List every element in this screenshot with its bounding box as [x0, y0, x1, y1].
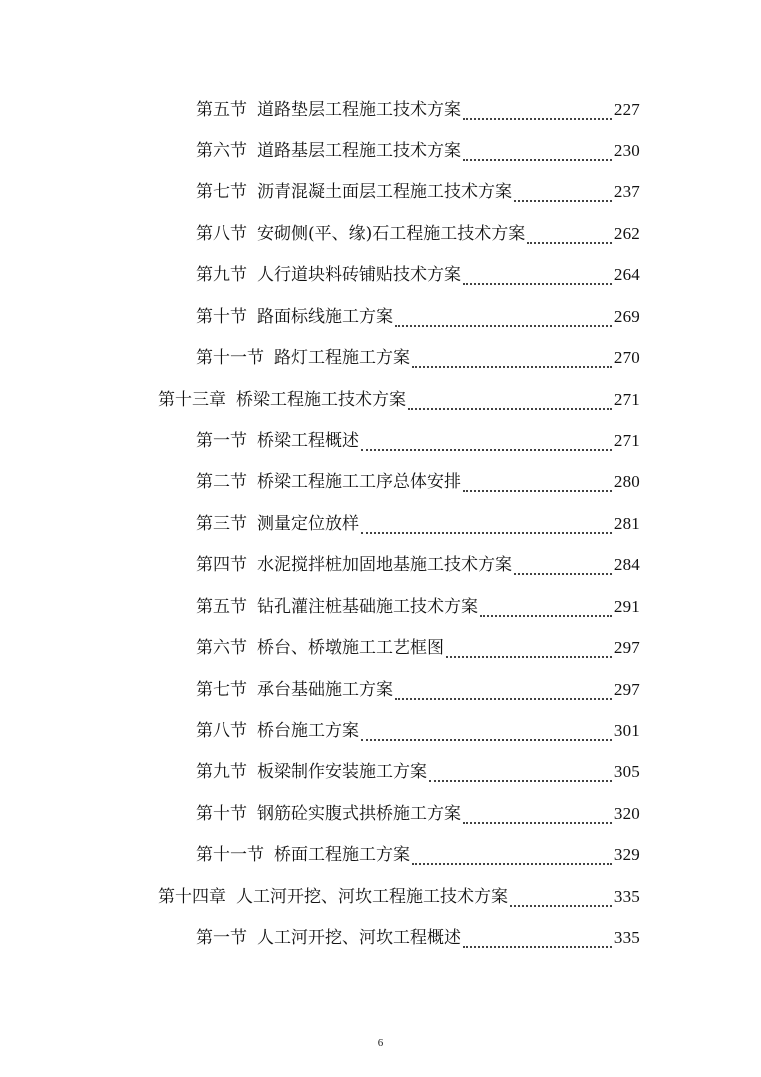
toc-title: 钻孔灌注桩基础施工技术方案	[257, 597, 478, 617]
toc-label	[158, 385, 406, 415]
toc-entry	[196, 219, 640, 249]
toc-title: 桥梁工程概述	[257, 431, 359, 451]
toc-chapter-number: 第十四章	[158, 887, 226, 907]
toc-entry	[196, 675, 640, 705]
toc-label	[196, 467, 461, 497]
dot-leader	[514, 199, 612, 202]
toc-page-number: 264	[613, 265, 640, 284]
toc-page-number: 270	[613, 348, 640, 367]
toc-label	[196, 95, 461, 125]
dot-leader	[463, 117, 612, 120]
toc-label	[196, 675, 393, 705]
toc-entry	[196, 757, 640, 787]
toc-section-number: 第十节	[196, 307, 247, 327]
dot-leader	[446, 655, 612, 658]
dot-leader	[361, 738, 612, 741]
toc-entry	[196, 633, 640, 663]
toc-section-number: 第九节	[196, 265, 247, 285]
dot-leader	[412, 862, 612, 865]
dot-leader	[408, 407, 612, 410]
dot-leader	[361, 531, 612, 534]
toc-page-number: 305	[613, 762, 640, 781]
toc-entry	[196, 592, 640, 622]
toc-page-number: 271	[613, 431, 640, 450]
toc-section-number: 第七节	[196, 680, 247, 700]
toc-chapter-entry	[158, 882, 640, 912]
toc-entry	[196, 95, 640, 125]
toc-section-number: 第八节	[196, 721, 247, 741]
toc-entry	[196, 136, 640, 166]
toc-page-number: 230	[613, 141, 640, 160]
dot-leader	[412, 365, 612, 368]
toc-entry	[196, 467, 640, 497]
toc-section-number: 第一节	[196, 928, 247, 948]
toc-label	[196, 302, 393, 332]
toc-label	[196, 592, 478, 622]
toc-page-number: 262	[613, 224, 640, 243]
toc-title: 桥面工程施工方案	[274, 845, 410, 865]
toc-entry	[196, 302, 640, 332]
toc-section-number: 第二节	[196, 472, 247, 492]
dot-leader	[463, 282, 612, 285]
toc-page-number: 329	[613, 845, 640, 864]
toc-page-number: 237	[613, 182, 640, 201]
toc-label	[196, 260, 461, 290]
toc-title: 钢筋砼实腹式拱桥施工方案	[257, 804, 461, 824]
dot-leader	[463, 945, 612, 948]
toc-label	[196, 219, 525, 249]
toc-section-number: 第九节	[196, 762, 247, 782]
toc-label	[196, 343, 410, 373]
toc-label	[196, 716, 359, 746]
toc-page-number: 301	[613, 721, 640, 740]
toc-label	[196, 550, 512, 580]
toc-section-number: 第六节	[196, 638, 247, 658]
toc-page-number: 280	[613, 472, 640, 491]
toc-label	[196, 633, 444, 663]
dot-leader	[429, 779, 612, 782]
toc-entry	[196, 426, 640, 456]
dot-leader	[514, 572, 612, 575]
toc-section-number: 第六节	[196, 141, 247, 161]
toc-page-number: 291	[613, 597, 640, 616]
toc-title: 人工河开挖、河坎工程施工技术方案	[236, 887, 508, 907]
toc-entry	[196, 799, 640, 829]
toc-page-number: 269	[613, 307, 640, 326]
page-footer-number: 6	[377, 1037, 384, 1049]
toc-entry	[196, 716, 640, 746]
toc-title: 路灯工程施工方案	[274, 348, 410, 368]
toc-title: 沥青混凝土面层工程施工技术方案	[257, 182, 512, 202]
toc-entry	[196, 923, 640, 953]
toc-section-number: 第四节	[196, 555, 247, 575]
toc-entry	[196, 509, 640, 539]
dot-leader	[463, 158, 612, 161]
dot-leader	[361, 448, 612, 451]
toc-title: 桥梁工程施工技术方案	[236, 390, 406, 410]
toc-page-number: 335	[613, 928, 640, 947]
toc-title: 水泥搅拌桩加固地基施工技术方案	[257, 555, 512, 575]
dot-leader	[463, 489, 612, 492]
dot-leader	[395, 324, 612, 327]
toc-label	[196, 923, 461, 953]
toc-page-number: 297	[613, 680, 640, 699]
toc-page-number: 284	[613, 555, 640, 574]
dot-leader	[463, 821, 612, 824]
toc-title: 人工河开挖、河坎工程概述	[257, 928, 461, 948]
toc-title: 安砌侧(平、缘)石工程施工技术方案	[257, 224, 526, 244]
dot-leader	[527, 241, 612, 244]
toc-chapter-entry	[158, 385, 640, 415]
dot-leader	[480, 614, 612, 617]
toc-page-number: 271	[613, 390, 640, 409]
toc-section-number: 第五节	[196, 597, 247, 617]
dot-leader	[510, 904, 612, 907]
toc-title: 桥台、桥墩施工工艺框图	[257, 638, 444, 658]
toc-section-number: 第十节	[196, 804, 247, 824]
toc-title: 道路垫层工程施工技术方案	[257, 100, 461, 120]
toc-title: 人行道块料砖铺贴技术方案	[257, 265, 461, 285]
toc-page-number: 320	[613, 804, 640, 823]
toc-entry	[196, 840, 640, 870]
toc-label	[196, 426, 359, 456]
toc-entry	[196, 177, 640, 207]
toc-section-number: 第十一节	[196, 348, 264, 368]
toc-page-number: 227	[613, 100, 640, 119]
toc-title: 桥台施工方案	[257, 721, 359, 741]
dot-leader	[395, 697, 612, 700]
toc-section-number: 第八节	[196, 224, 247, 244]
toc-title: 板梁制作安装施工方案	[257, 762, 427, 782]
toc-label	[196, 840, 410, 870]
toc-page-number: 297	[613, 638, 640, 657]
toc-label	[196, 509, 359, 539]
toc-title: 道路基层工程施工技术方案	[257, 141, 461, 161]
toc-label	[196, 177, 512, 207]
toc-title: 路面标线施工方案	[257, 307, 393, 327]
toc-chapter-number: 第十三章	[158, 390, 226, 410]
toc-label	[196, 757, 427, 787]
toc-label	[196, 136, 461, 166]
toc-section-number: 第七节	[196, 182, 247, 202]
toc-title: 承台基础施工方案	[257, 680, 393, 700]
toc-section-number: 第三节	[196, 514, 247, 534]
toc-section-number: 第一节	[196, 431, 247, 451]
toc-entry	[196, 550, 640, 580]
toc-section-number: 第十一节	[196, 845, 264, 865]
toc-label	[196, 799, 461, 829]
toc-title: 桥梁工程施工工序总体安排	[257, 472, 461, 492]
toc-entry	[196, 260, 640, 290]
toc-entry	[196, 343, 640, 373]
toc-section-number: 第五节	[196, 100, 247, 120]
toc-label	[158, 882, 508, 912]
toc-title: 测量定位放样	[257, 514, 359, 534]
toc-page-number: 281	[613, 514, 640, 533]
toc-page-number: 335	[613, 887, 640, 906]
